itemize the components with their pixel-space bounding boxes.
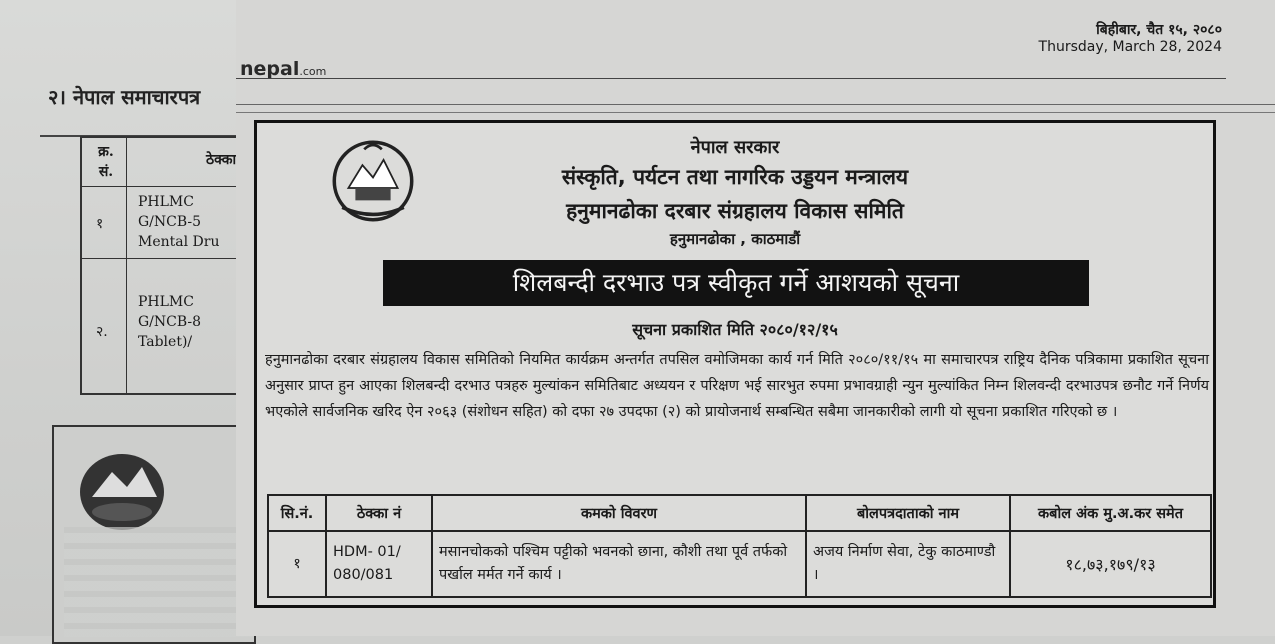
table-header-row	[268, 495, 1211, 531]
divider	[126, 138, 127, 393]
cell-sn: १	[268, 531, 326, 597]
back-table-sn: २.	[96, 324, 108, 340]
award-table	[267, 494, 1212, 598]
cell-contract-no: HDM- 01/ 080/081	[326, 531, 432, 597]
back-table-header-sn: क्र. सं.	[98, 144, 114, 180]
notice-issuer-committee: हनुमानढोका दरबार संग्रहालय विकास समिति	[566, 199, 904, 223]
brand-suffix: .com	[299, 65, 327, 78]
notice-publish-date: सूचना प्रकाशित मिति २०८०/१२/१५	[632, 320, 838, 339]
table-row	[268, 531, 1211, 597]
cell-bidder: अजय निर्माण सेवा, टेकु काठमाण्डौ ।	[806, 531, 1010, 597]
cell-description: मसानचोकको पश्चिम पट्टीको भवनको छाना, कौशी तथा पूर्व तर्फको पर्खाल मर्मत गर्ने कार्य ।	[432, 531, 806, 597]
faint-text-block	[64, 527, 254, 637]
notice-issuer-ministry: संस्कृति, पर्यटन तथा नागरिक उड्डयन मन्त्रालय	[561, 165, 909, 189]
back-table-text: PHLMC G/NCB-8 Tablet)/	[138, 294, 202, 350]
nepal-emblem-icon	[72, 437, 172, 537]
back-table-sn: १	[96, 216, 104, 232]
divider	[236, 104, 1275, 105]
divider	[236, 112, 1275, 113]
notice-title: शिलबन्दी दरभाउ पत्र स्वीकृत गर्ने आशयको सूचना	[383, 260, 1089, 306]
brand-name: nepal	[240, 58, 300, 80]
col-header-bidder: बोलपत्रदाताको नाम	[806, 495, 1010, 531]
back-table-text: PHLMC G/NCB-5 Mental Dru	[138, 194, 220, 250]
divider	[82, 258, 252, 259]
back-page-table	[80, 136, 252, 395]
issue-date	[1039, 20, 1222, 55]
back-table-header-contract: ठेक्का	[206, 152, 237, 168]
notice-issuer-location: हनुमानढोका , काठमाडौं	[669, 230, 801, 248]
back-page-header: २। नेपाल समाचारपत्र	[48, 85, 201, 109]
back-page-notice-box	[52, 425, 256, 644]
notice-body: हनुमानढोका दरबार संग्रहालय विकास समितिको नियमित कार्यक्रम अन्तर्गत तपसिल वमोजिमका कार्य गर्न मिति २०८०/११/१५ मा समाचारपत्र राष्ट्रिय दैनिक पत्रिकामा प्रकाशित सूचना अनुसार प्राप्त हुन आएका शिलबन्दी दरभाउ पत्रहरु मुल्यांकन समितिबाट अध्ययन र परिक्षण भई सारभुत रुपमा प्रभावग्राही न्युन मुल्यांकित निम्न शिलवन्दी दरभाउपत्र छनौट गर्ने निर्णय भएकोले सार्वजनिक खरिद ऐन २०६३ (संशोधन सहित) को दफा २७ उपदफा (२) को प्रायोजनार्थ सम्बन्धित सबैमा जानकारीको लागी यो सूचना प्रकाशित गरिएको छ ।	[265, 352, 1209, 420]
cell-amount: १८,७३,१७९/१३	[1010, 531, 1211, 597]
divider	[82, 186, 252, 187]
col-header-amount: कबोल अंक मु.अ.कर समेत	[1010, 495, 1211, 531]
issue-date-nepali: बिहीबार, चैत १५, २०८०	[1096, 22, 1222, 38]
government-notice	[254, 120, 1216, 608]
issue-date-english: Thursday, March 28, 2024	[1038, 39, 1222, 55]
notice-issuer-government: नेपाल सरकार	[690, 137, 780, 158]
col-header-description: कमको विवरण	[432, 495, 806, 531]
col-header-contract-no: ठेक्का नं	[326, 495, 432, 531]
col-header-sn: सि.नं.	[268, 495, 326, 531]
newspaper-brand	[240, 58, 326, 80]
divider	[236, 78, 1226, 79]
